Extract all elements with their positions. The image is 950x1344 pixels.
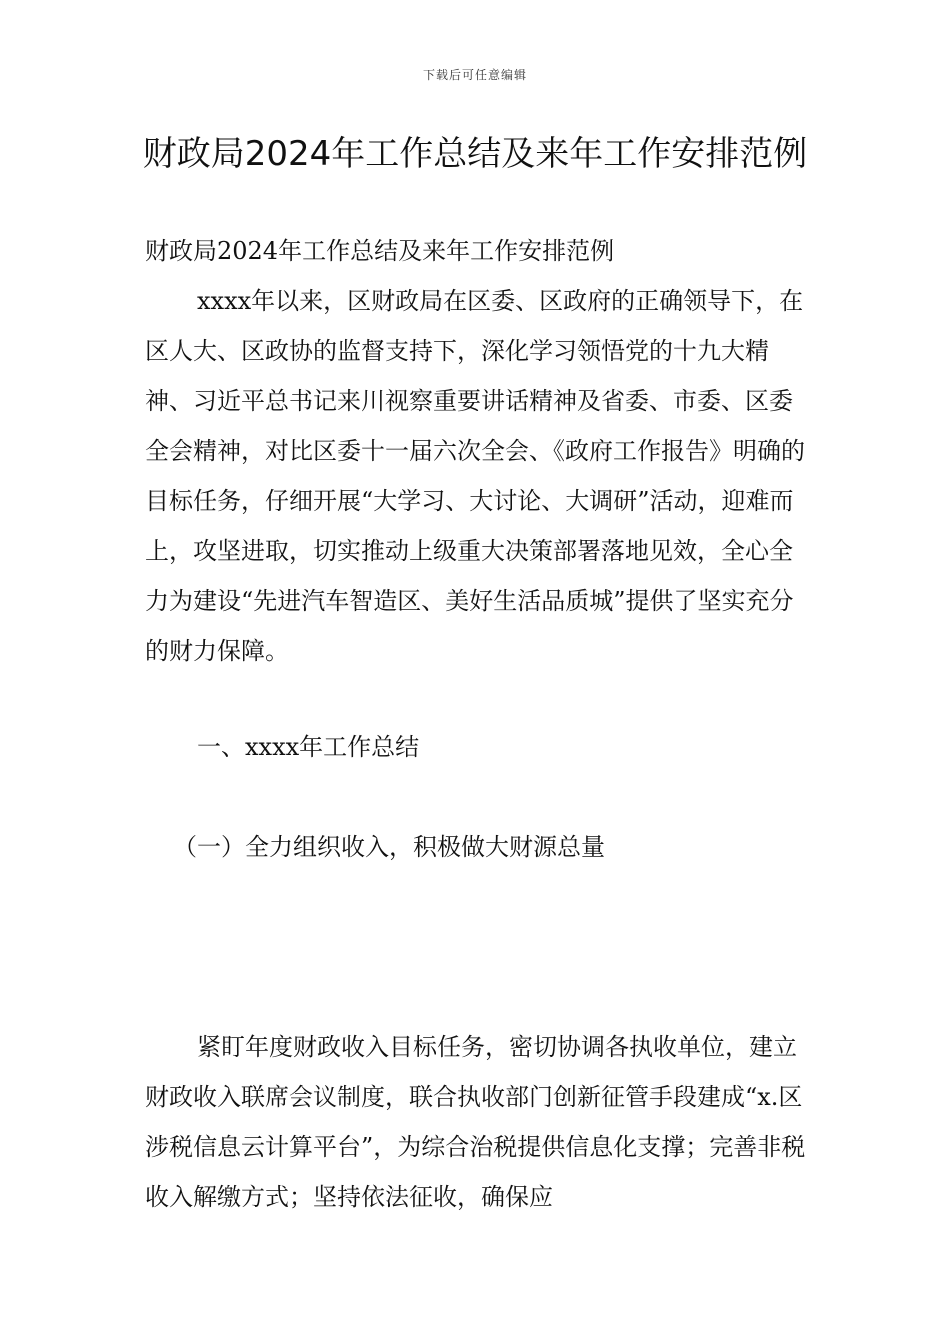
document-title: 财政局2024年工作总结及来年工作安排范例 <box>142 134 808 174</box>
subsection-heading: （一）全力组织收入，积极做大财源总量 <box>173 833 605 861</box>
header-note: 下载后可任意编辑 <box>422 68 527 82</box>
intro-paragraph: xxxx年以来，区财政局在区委、区政府的正确领导下，在区人大、区政协的监督支持下，深化学习领悟党的十九大精神、习近平总书记来川视察重要讲话精神及省委、市委、区委全会精神，对比区委十一届六次全会、《政府工作报告》明确的目标任务，仔细开展“大学习、大讨论、大调研”活动，迎难而上，攻坚进取，切实推动上级重大决策部署落地见效，全心全力为建设“先进汽车智造区、美好生活品质城”提供了坚实充分的财力保障。 <box>145 287 805 665</box>
section-heading: 一、xxxx年工作总结 <box>197 733 420 761</box>
document-subtitle: 财政局2024年工作总结及来年工作安排范例 <box>145 237 615 265</box>
income-paragraph: 紧盯年度财政收入目标任务，密切协调各执收单位，建立财政收入联席会议制度，联合执收部门创新征管手段建成“x.区涉税信息云计算平台”，为综合治税提供信息化支撑；完善非税收入解缴方式；坚持依法征收，确保应 <box>145 1033 806 1211</box>
